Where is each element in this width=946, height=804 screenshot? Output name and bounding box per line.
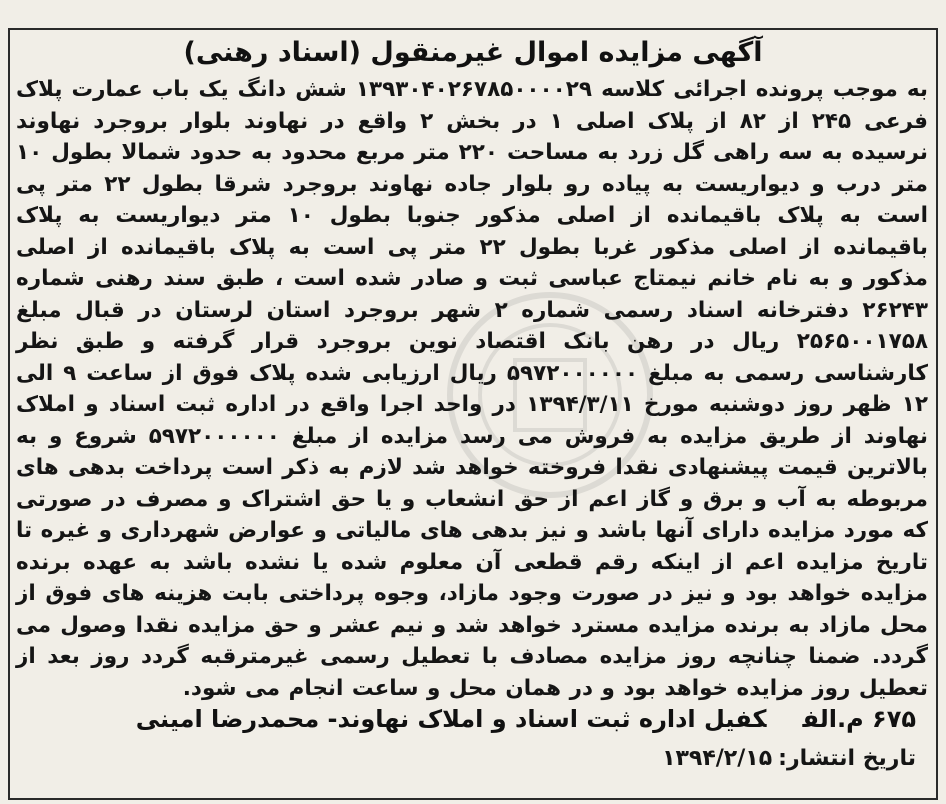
publish-date-label: تاریخ انتشار:: [778, 746, 916, 771]
signature-line: [136, 703, 916, 735]
notice-body: به موجب پرونده اجرائی کلاسه ۱۳۹۳۰۴۰۲۶۷۸۵۰۰۰۰۲۹ شش دانگ یک باب عمارت پلاک فرعی ۲۴۵ از ۸۲ از پلاک اصلی ۱ در بخش ۲ واقع در نهاوند بلوار بروجرد نهاوند نرسیده به سه راهی گل زرد به مساحت ۲۲۰ متر مربع محدود به حدود شمالا بطول ۱۰ متر درب و دیواریست به پیاده رو بلوار جاده نهاوند بروجرد شرقا بطول ۲۲ متر پی است به پلاک باقیمانده از اصلی مذکور جنوبا بطول ۱۰ متر دیواریست به پلاک باقیمانده از اصلی مذکور غربا بطول ۲۲ متر پی است به پلاک باقیمانده از اصلی مذکور و به نام خانم نیمتاج عباسی ثبت و صادر شده است ، طبق سند رهنی شماره ۲۶۲۴۳ دفترخانه اسناد رسمی شماره ۲ شهر بروجرد استان لرستان در قبال مبلغ ۲۵۶۵۰۰۱۷۵۸ ریال در رهن بانک اقتصاد نوین بروجرد قرار گرفته و طبق نظر کارشناسی رسمی به مبلغ ۵۹۷۲۰۰۰۰۰۰ ریال ارزیابی شده پلاک فوق از ساعت ۹ الی ۱۲ ظهر روز دوشنبه مورخ ۱۳۹۴/۳/۱۱ در واحد اجرا واقع در اداره ثبت اسناد و املاک نهاوند از طریق مزایده به فروش می رسد مزایده از مبلغ ۵۹۷۲۰۰۰۰۰۰ شروع و به بالاترین قیمت پیشنهادی نقدا فروخته خواهد شد لازم به ذکر است پرداخت بدهی های مربوطه به آب و برق و گاز اعم از حق انشعاب و یا حق اشتراک و مصرف در صورتی که مورد مزایده دارای آنها باشد و نیز بدهی های مالیاتی و عوارض شهرداری و غیره تا تاریخ مزایده اعم از اینکه رقم قطعی آن معلوم شده یا نشده باشد به عهده برنده مزایده خواهد بود و نیز در صورت وجود مازاد، وجوه پرداختی بابت هزینه های فوق از محل مازاد به برنده مزایده مسترد خواهد شد و نیم عشر و حق مزایده نقدا وصول می گردد. ضمنا چنانچه روز مزایده مصادف با تعطیل رسمی غیرمترقبه گردد روز بعد از تعطیل روز مزایده خواهد بود و در همان محل و ساعت انجام می شود.: [15, 77, 929, 701]
reference-number: ۶۷۵ م.الف: [802, 705, 916, 733]
signatory-name: کفیل اداره ثبت اسناد و املاک نهاوند- محمدرضا امینی: [135, 705, 767, 733]
notice-title: آگهی مزایده اموال غیرمنقول (اسناد رهنی): [183, 37, 763, 68]
publish-date-value: ۱۳۹۴/۲/۱۵: [662, 746, 773, 771]
publish-date-line: [662, 744, 916, 774]
